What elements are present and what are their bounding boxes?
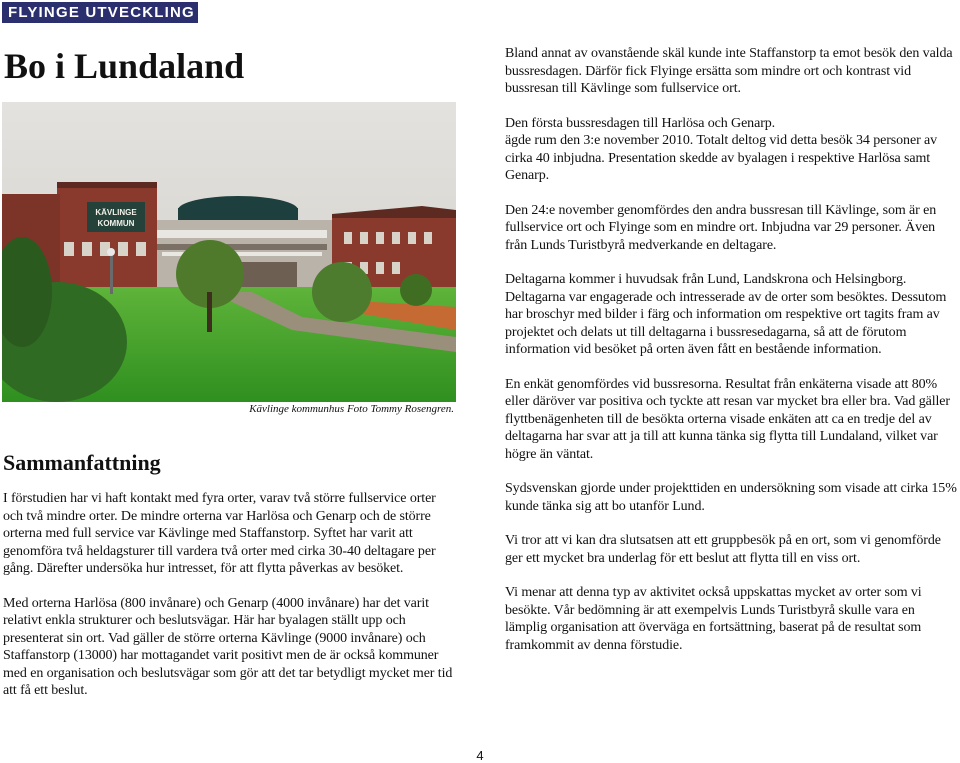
- photo-sign-line2: KOMMUN: [97, 219, 135, 228]
- body-paragraph: Deltagarna kommer i huvudsak från Lund, Landskrona och Helsingborg. Deltagarna var engagerade och intresserade av de orter som besöktes. Dessutom har broschyr med bilder i färg och information om respektive ort tagits fram av projektet och delats ut till deltagarna i bussresedagarna, så att de förutom information vid besöket på orten även fått en bestående information.: [505, 272, 947, 357]
- page-number: 4: [476, 748, 484, 763]
- summary-paragraph: Med orterna Harlösa (800 invånare) och Genarp (4000 invånare) har det varit relativt enkla strukturer och beslutsvägar. Här har byalagen ställt upp och presenterat sin ort. Vad gäller de större orterna Kävlinge (9000 invånare) och Staffanstorp (13000) har mottagandet varit positivt men de är också kommuner med en organisation och beslutsvägar som gör att det tar betydligt mycket mer tid att få ett beslut.: [3, 595, 453, 698]
- summary-paragraph: I förstudien har vi haft kontakt med fyra orter, varav två större fullservice orter och två mindre orter. De mindre orterna var Harlösa och Genarp och de större orterna med full service var Kävlinge med Staffanstorp. Syftet har varit att genomföra två heldagsturer till vardera två orter med cirka 30-40 deltagare per gång. Därefter undersöka hur intresset, för att flytta påverkas av besöket.: [3, 491, 436, 576]
- summary-body: [3, 490, 458, 717]
- brand-banner: FLYINGE UTVECKLING: [2, 2, 198, 23]
- body-paragraph: Sydsvenskan gjorde under projekttiden en undersökning som visade att cirka 15% kunde tänka sig att bo utanför Lund.: [505, 481, 957, 514]
- photo-caption: Kävlinge kommunhus Foto Tommy Rosengren.: [249, 403, 454, 415]
- body-paragraph: Bland annat av ovanstående skäl kunde inte Staffanstorp ta emot besök den valda bussresdagen. Därför fick Flyinge ersätta som mindre ort och kontrast vid bussresan till Kävlinge som fullservice ort.: [505, 46, 953, 96]
- body-paragraph: Den 24:e november genomfördes den andra bussresan till Kävlinge, som är en fullservice ort och Flyinge som en mindre ort. Inbjudna var 29 personer. Även från Lunds Turistbyrå medverkande en deltagare.: [505, 202, 937, 253]
- photo-sign-line1: KÄVLINGE: [95, 208, 137, 217]
- body-paragraph: Vi menar att denna typ av aktivitet också uppskattas mycket av orter som vi besökte. Vår bedömning är att exempelvis Lunds Turistbyrå skulle vara en lämplig organisation att överväga en fortsättning, baserat på de resultat som framkommit av denna förstudie.: [505, 585, 922, 653]
- body-paragraph: En enkät genomfördes vid bussresorna. Resultat från enkäterna visade att 80% eller däröver var positiva och tyckte att resan var mycket bra eller bra. Vad gäller flyttbenägenheten till de besökta orterna visade enkäten att ca en tredje del av deltagarna har svar att ja till att kunna tänka sig flytta till Lundaland, vilket var högre än väntat.: [505, 376, 950, 462]
- page-title: Bo i Lundaland: [4, 46, 245, 86]
- body-paragraph: Den första bussresdagen till Harlösa och Genarp.: [505, 115, 776, 131]
- body-paragraph: ägde rum den 3:e november 2010. Totalt deltog vid detta besök 34 personer av cirka 40 inbjudna. Presentation skedde av byalagen i respektive Harlösa samt Genarp.: [505, 133, 938, 183]
- right-column: [505, 45, 959, 671]
- body-paragraph: Vi tror att vi kan dra slutsatsen att ett gruppbesök på en ort, som vi genomförde ger ett mycket bra underlag för ett beslut att flytta till en viss ort.: [505, 533, 941, 566]
- town-hall-photo: [2, 102, 456, 402]
- summary-heading: Sammanfattning: [3, 450, 161, 475]
